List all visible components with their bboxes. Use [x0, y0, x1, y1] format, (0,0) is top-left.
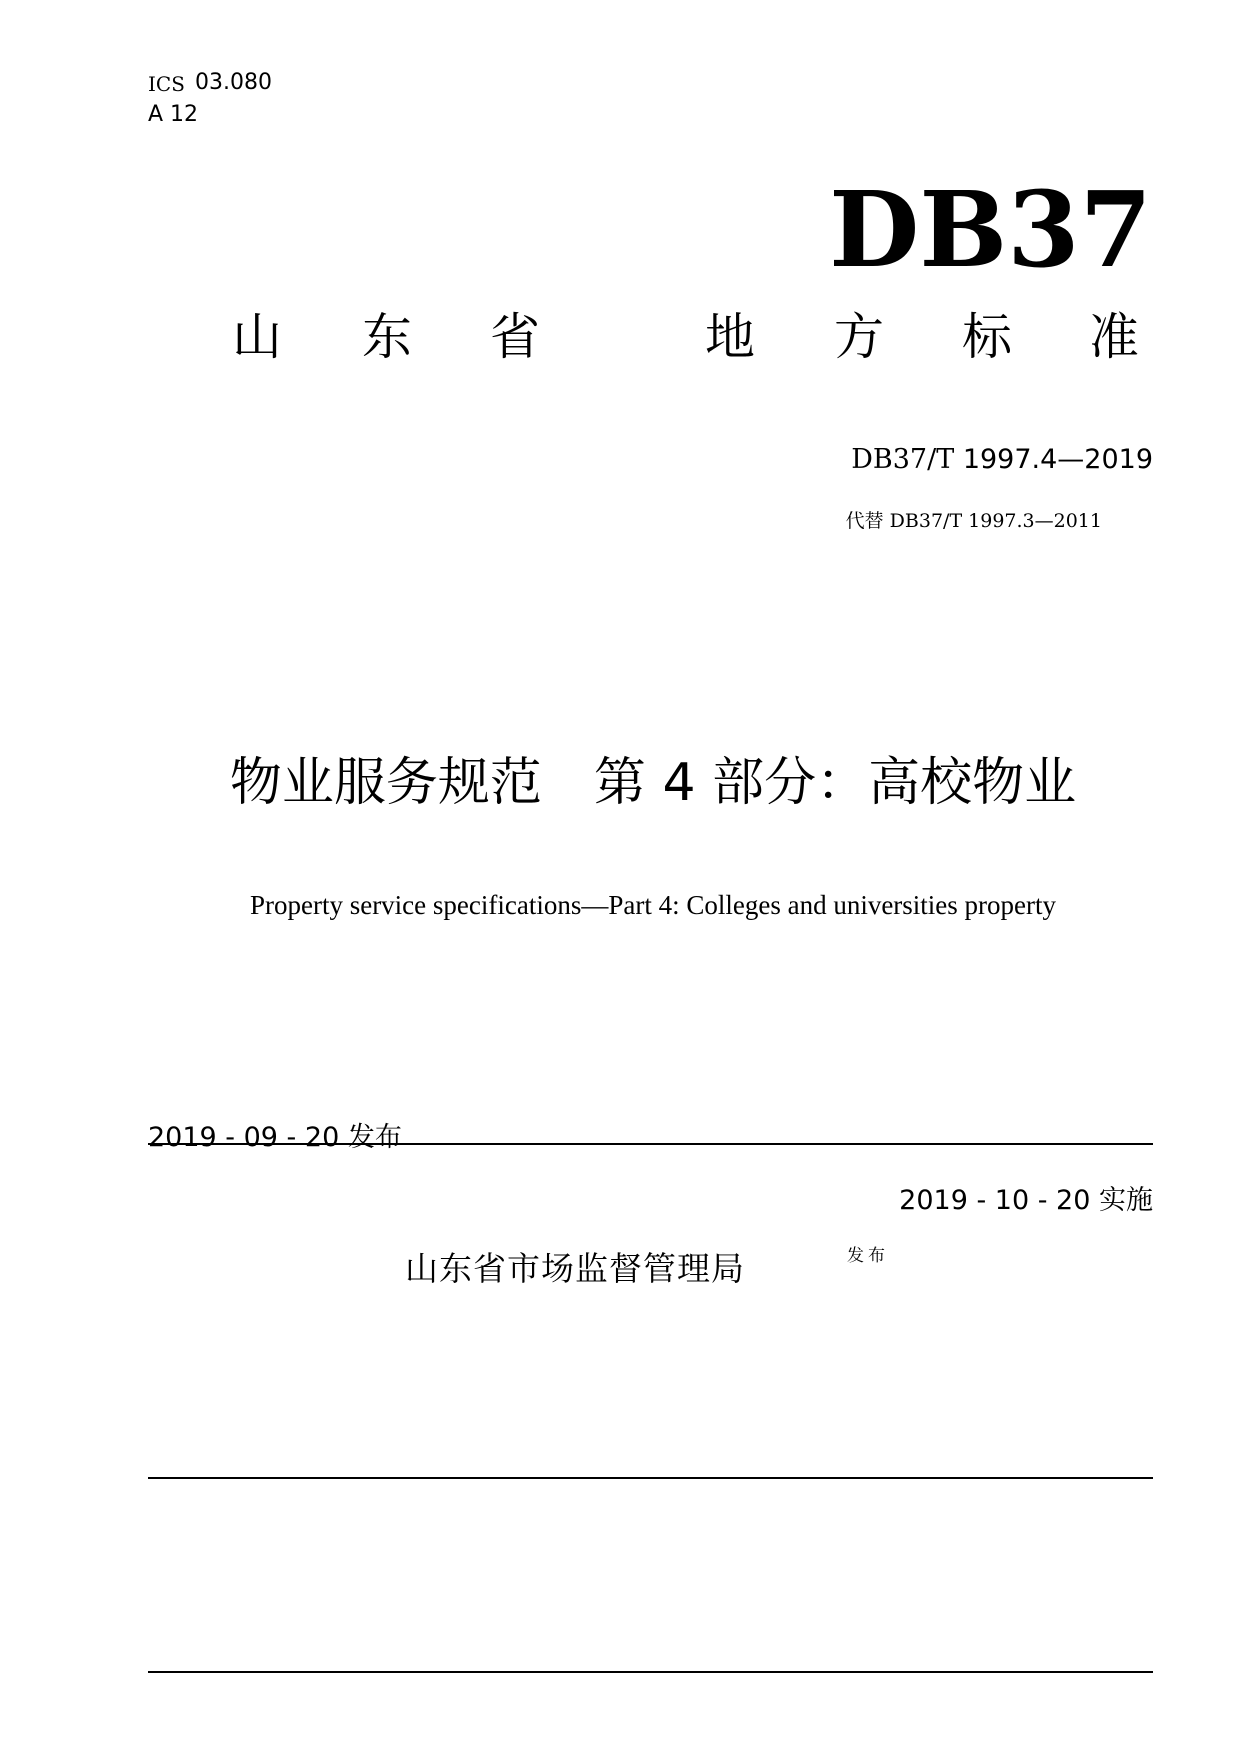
replaces-note: 代替 DB37/T 1997.3—2011 [845, 510, 1102, 532]
standard-number-prefix: DB37/T [851, 444, 963, 475]
divider-line [148, 1671, 1153, 1673]
standard-number-value: 1997.4—2019 [962, 444, 1153, 475]
implementation-date: 2019 - 10 - 20 实施 [899, 1185, 1153, 1216]
standard-number [851, 444, 1153, 475]
ics-code: 03.080 [195, 70, 272, 95]
issuing-authority: 山东省市场监督管理局 [405, 1249, 745, 1288]
standard-type-char: 省 [490, 308, 540, 366]
standard-type-char: 山 [232, 308, 282, 366]
ccs-code: A 12 [148, 102, 199, 127]
standard-type-char: 标 [962, 308, 1012, 366]
standard-type-char: 地 [705, 308, 755, 366]
standard-code-logo: DB37 [829, 168, 1152, 291]
divider-line [148, 1143, 1153, 1145]
divider-line [148, 1477, 1153, 1479]
standard-type-char: 东 [362, 308, 412, 366]
issue-date: 2019 - 09 - 20 发布 [148, 1122, 402, 1153]
standard-type-char: 准 [1089, 308, 1139, 366]
document-title-chinese: 物业服务规范 第 4 部分：高校物业 [229, 753, 1077, 813]
ics-label: ICS [148, 72, 185, 96]
standard-type-char: 方 [834, 308, 884, 366]
document-title-english: Property service specifications—Part 4: Colleges and universities property [249, 890, 1057, 920]
issuing-authority-suffix: 发布 [847, 1246, 889, 1266]
